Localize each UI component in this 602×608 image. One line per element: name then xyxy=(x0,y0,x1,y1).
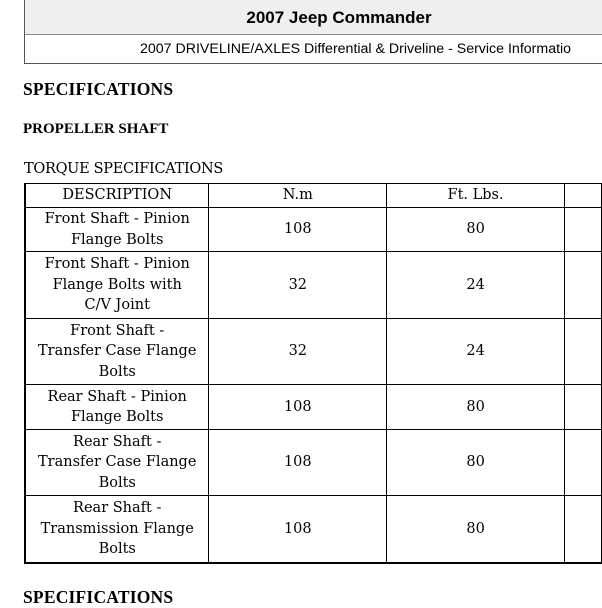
nm-cell: 32 xyxy=(209,319,387,385)
description-cell: Front Shaft - Pinion Flange Bolts with C/V Joint xyxy=(25,252,209,319)
table-caption: TORQUE SPECIFICATIONS xyxy=(24,161,224,177)
ftlbs-cell: 24 xyxy=(387,319,565,385)
table-row xyxy=(25,319,602,385)
nm-cell: 108 xyxy=(209,385,387,430)
ftlbs-cell: 80 xyxy=(387,385,565,430)
document-subtitle: 2007 DRIVELINE/AXLES Differential & Driveline - Service Informatio xyxy=(140,41,572,57)
document-header xyxy=(24,0,602,64)
nm-cell: 108 xyxy=(209,430,387,496)
specifications-heading-2: SPECIFICATIONS xyxy=(23,587,174,607)
table-row xyxy=(25,385,602,430)
column-header-extra xyxy=(564,184,601,208)
nm-cell: 108 xyxy=(209,496,387,563)
description-cell: Rear Shaft - Pinion Flange Bolts xyxy=(25,385,209,430)
table-row xyxy=(25,430,602,496)
document-title: 2007 Jeep Commander xyxy=(25,0,602,35)
extra-cell xyxy=(564,208,601,252)
column-header-ftlbs: Ft. Lbs. xyxy=(387,184,565,208)
specifications-heading: SPECIFICATIONS xyxy=(23,79,174,99)
extra-cell xyxy=(564,385,601,430)
extra-cell xyxy=(564,496,601,563)
extra-cell xyxy=(564,319,601,385)
torque-spec-table xyxy=(24,183,602,564)
column-header-description: DESCRIPTION xyxy=(25,184,209,208)
description-cell: Front Shaft - Transfer Case Flange Bolts xyxy=(25,319,209,385)
nm-cell: 32 xyxy=(209,252,387,319)
description-cell: Rear Shaft - Transfer Case Flange Bolts xyxy=(25,430,209,496)
description-cell: Front Shaft - Pinion Flange Bolts xyxy=(25,208,209,252)
description-cell: Rear Shaft - Transmission Flange Bolts xyxy=(25,496,209,563)
column-header-nm: N.m xyxy=(209,184,387,208)
ftlbs-cell: 80 xyxy=(387,496,565,563)
ftlbs-cell: 80 xyxy=(387,208,565,252)
table-header-row xyxy=(25,184,602,208)
ftlbs-cell: 24 xyxy=(387,252,565,319)
nm-cell: 108 xyxy=(209,208,387,252)
table-row xyxy=(25,252,602,319)
table-row xyxy=(25,208,602,252)
extra-cell xyxy=(564,430,601,496)
propeller-shaft-heading: PROPELLER SHAFT xyxy=(23,121,169,137)
table-row xyxy=(25,496,602,563)
ftlbs-cell: 80 xyxy=(387,430,565,496)
extra-cell xyxy=(564,252,601,319)
